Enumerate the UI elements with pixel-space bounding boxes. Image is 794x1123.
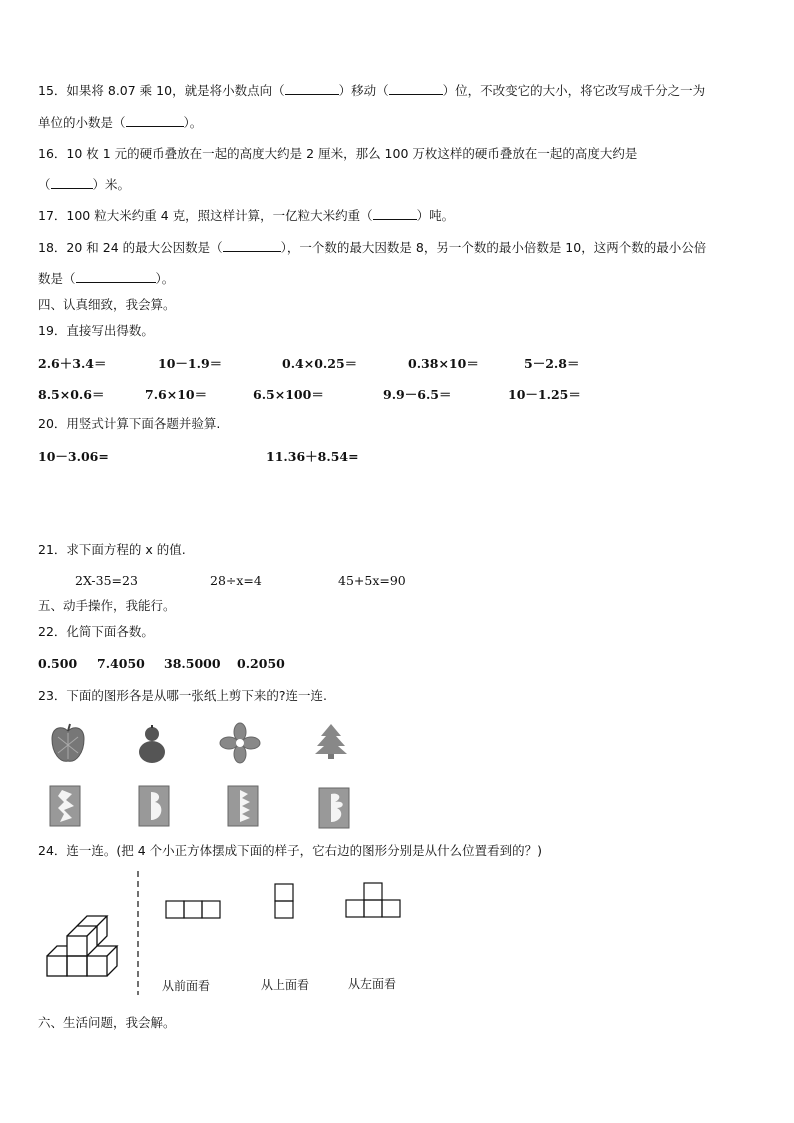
q21-equation: 2X-35=23 — [75, 573, 138, 588]
apple-icon[interactable] — [48, 723, 88, 765]
q18-line1: 18．20 和 24 的最大公因数是（ ），一个数的最大因数是 8，另一个数的最小倍数是 10，这两个数的最小公倍 — [38, 240, 707, 255]
paper-1-icon[interactable] — [48, 784, 82, 828]
q19-expr: 0.38×10＝ — [408, 356, 479, 371]
section-4-heading: 四、认真细致，我会算。 — [38, 297, 176, 312]
q23-title: 23．下面的图形各是从哪一张纸上剪下来的?连一连. — [38, 688, 328, 703]
paper-2-icon[interactable] — [137, 784, 171, 828]
q19-expr: 2.6＋3.4＝ — [38, 356, 107, 371]
q19-expr: 5－2.8＝ — [524, 356, 580, 371]
answer-blank[interactable] — [51, 177, 93, 189]
q20-expr: 11.36＋8.54= — [266, 449, 359, 464]
q19-expr: 10－1.9＝ — [158, 356, 223, 371]
q17-line: 17．100 粒大米约重 4 克，照这样计算，一亿粒大米约重（ ）吨。 — [38, 208, 455, 223]
flower-icon[interactable] — [219, 722, 261, 764]
answer-blank[interactable] — [76, 271, 156, 283]
q20-expr: 10－3.06= — [38, 449, 109, 464]
q16-line1: 16．10 枚 1 元的硬币叠放在一起的高度大约是 2 厘米，那么 100 万枚这样的硬币叠放在一起的高度大约是 — [38, 146, 638, 161]
cube-stack-drawing — [44, 910, 128, 980]
q22-number: 38.5000 — [164, 656, 221, 671]
front-view-figure[interactable] — [164, 899, 224, 921]
left-view-figure[interactable] — [344, 881, 404, 921]
q19-title: 19．直接写出得数。 — [38, 323, 154, 338]
q21-equation: 28÷x=4 — [210, 573, 262, 588]
paper-4-icon[interactable] — [317, 786, 351, 830]
q19-expr: 7.6×10＝ — [145, 387, 208, 402]
q18-line2: 数是（ ）。 — [38, 271, 175, 286]
gourd-icon[interactable] — [135, 723, 169, 765]
answer-blank[interactable] — [223, 240, 281, 252]
paper-3-icon[interactable] — [226, 784, 260, 828]
left-view-label[interactable]: 从左面看 — [348, 977, 397, 991]
answer-blank[interactable] — [373, 208, 417, 220]
answer-blank[interactable] — [389, 83, 443, 95]
top-view-figure[interactable] — [273, 882, 297, 922]
q15-line1: 15．如果将 8.07 乘 10，就是将小数点向（ ）移动（ ）位，不改变它的大小，将它改写成千分之一为 — [38, 83, 706, 98]
section-6-heading: 六、生活问题，我会解。 — [38, 1015, 176, 1030]
answer-blank[interactable] — [285, 83, 339, 95]
dashed-divider — [136, 871, 140, 995]
q16-line2: （ ）米。 — [38, 177, 131, 192]
q19-expr: 9.9－6.5＝ — [383, 387, 452, 402]
tree-icon[interactable] — [313, 722, 349, 760]
q21-equation: 45+5x=90 — [338, 573, 406, 588]
q22-number: 7.4050 — [97, 656, 145, 671]
section-5-heading: 五、动手操作，我能行。 — [38, 598, 176, 613]
front-view-label[interactable]: 从前面看 — [162, 979, 211, 993]
q19-expr: 6.5×100＝ — [253, 387, 324, 402]
q19-expr: 8.5×0.6＝ — [38, 387, 105, 402]
q19-expr: 0.4×0.25＝ — [282, 356, 358, 371]
answer-blank[interactable] — [126, 115, 184, 127]
q24-title: 24．连一连。(把 4 个小正方体摆成下面的样子，它右边的图形分别是从什么位置看到的？) — [38, 843, 543, 858]
q15-line2: 单位的小数是（ ）。 — [38, 115, 203, 130]
top-view-label[interactable]: 从上面看 — [261, 978, 310, 992]
q22-number: 0.500 — [38, 656, 78, 671]
q20-title: 20．用竖式计算下面各题并验算. — [38, 416, 221, 431]
q19-expr: 10－1.25＝ — [508, 387, 581, 402]
q22-number: 0.2050 — [237, 656, 285, 671]
q21-title: 21．求下面方程的 x 的值. — [38, 542, 186, 557]
q22-title: 22．化简下面各数。 — [38, 624, 154, 639]
